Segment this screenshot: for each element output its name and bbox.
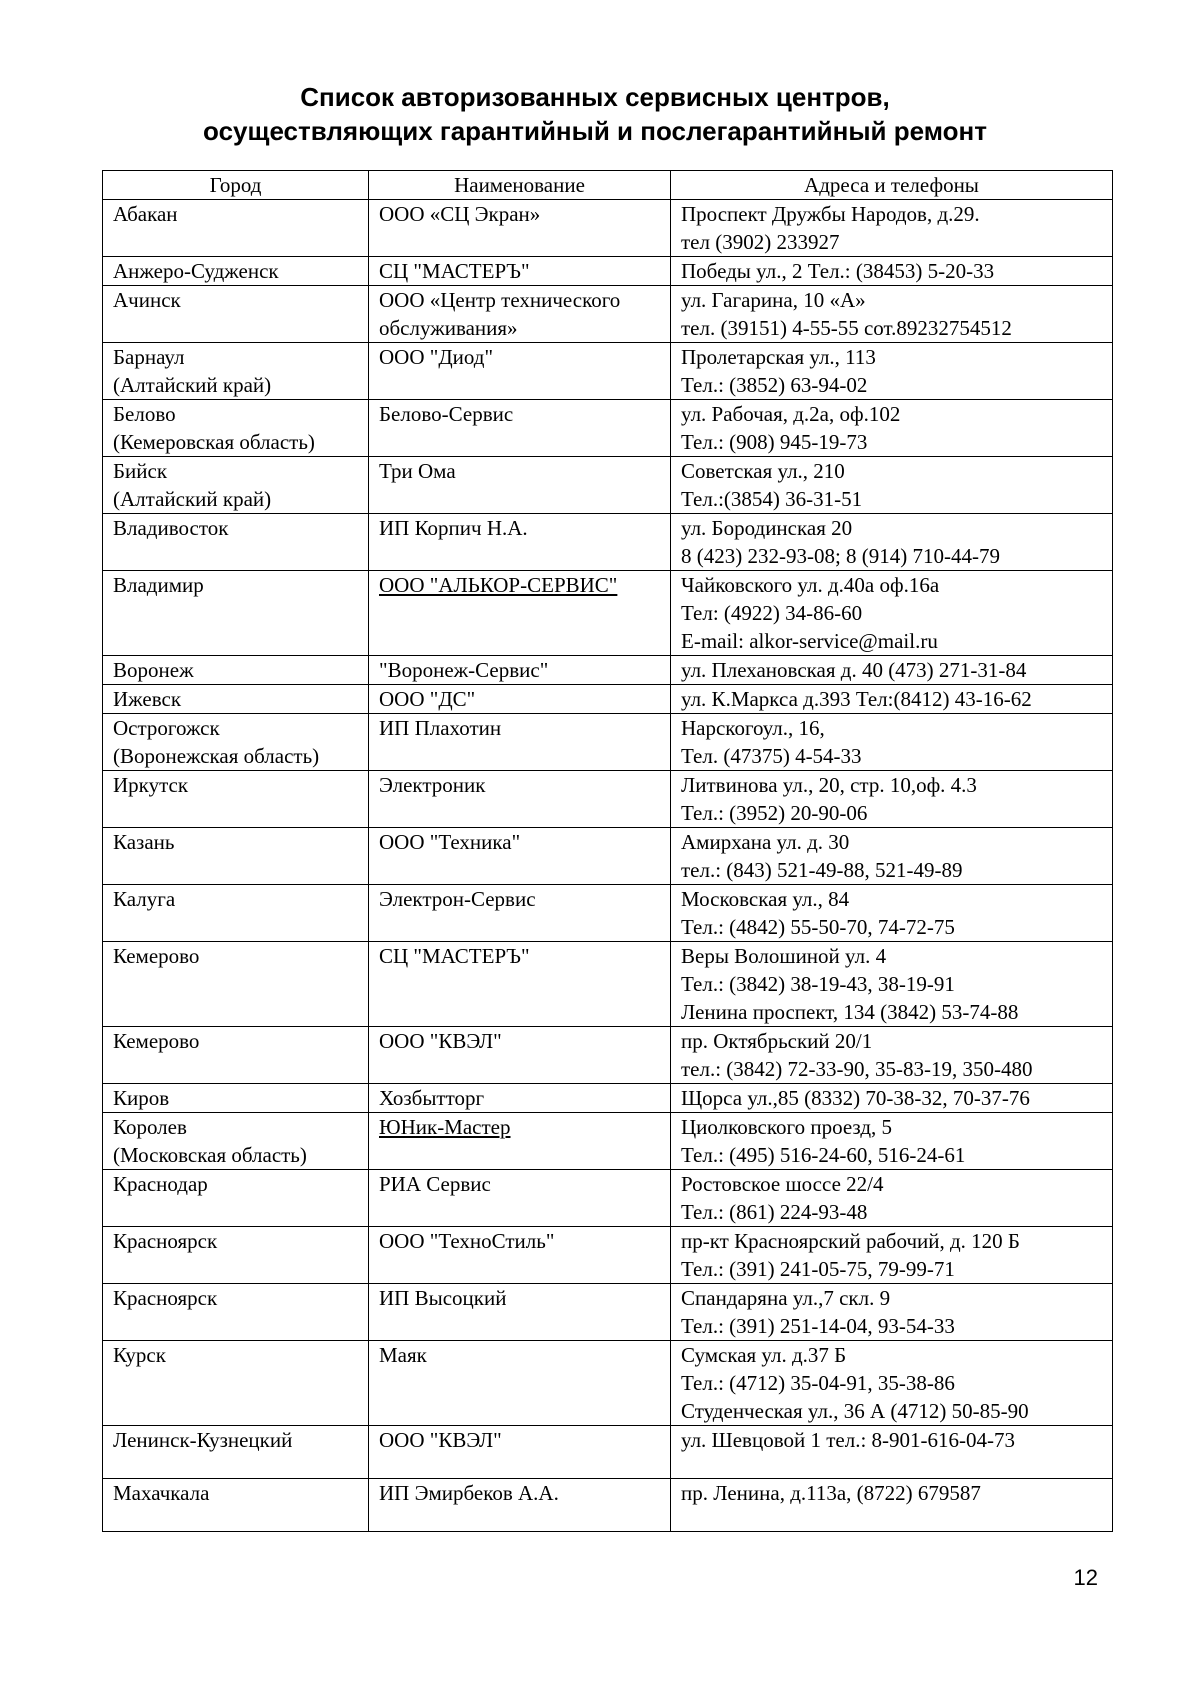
cell-name-line: ООО "ТехноСтиль" — [379, 1229, 555, 1253]
cell-city-line: Ачинск — [113, 288, 181, 312]
cell-address — [671, 1027, 1113, 1084]
cell-city — [103, 343, 369, 400]
cell-address-line: Спандаряна ул.,7 скл. 9 — [681, 1286, 891, 1310]
cell-address-line: Тел.: (908) 945-19-73 — [681, 430, 868, 454]
cell-city-line: Абакан — [113, 202, 178, 226]
cell-name — [369, 828, 671, 885]
cell-city-line: Красноярск — [113, 1286, 218, 1310]
cell-city — [103, 400, 369, 457]
table-row — [103, 1284, 1113, 1341]
cell-city — [103, 828, 369, 885]
cell-address-line: Щорса ул.,85 (8332) 70-38-32, 70-37-76 — [681, 1086, 1030, 1110]
cell-city — [103, 571, 369, 656]
cell-address-line: Студенческая ул., 36 А (4712) 50-85-90 — [681, 1399, 1029, 1423]
cell-address-line: ул. К.Маркса д.393 Тел:(8412) 43-16-62 — [681, 687, 1032, 711]
cell-address-line: Амирхана ул. д. 30 — [681, 830, 850, 854]
service-centers-table — [102, 170, 1113, 1532]
cell-city-line: Острогожск — [113, 716, 220, 740]
cell-name — [369, 1227, 671, 1284]
cell-address-line: Тел.: (3842) 38-19-43, 38-19-91 — [681, 972, 955, 996]
table-row — [103, 457, 1113, 514]
cell-name — [369, 1284, 671, 1341]
table-row — [103, 514, 1113, 571]
cell-address-line: Победы ул., 2 Тел.: (38453) 5-20-33 — [681, 259, 995, 283]
cell-city-line: Краснодар — [113, 1172, 208, 1196]
cell-city-line: Махачкала — [113, 1481, 210, 1505]
title-line-1: Список авторизованных сервисных центров, — [300, 82, 890, 112]
cell-city — [103, 942, 369, 1027]
cell-city — [103, 1284, 369, 1341]
table-row — [103, 685, 1113, 714]
cell-address — [671, 1341, 1113, 1426]
cell-name — [369, 400, 671, 457]
cell-city-line: Барнаул — [113, 345, 185, 369]
cell-address-line: ул. Плехановская д. 40 (473) 271-31-84 — [681, 658, 1027, 682]
cell-address-line: Ленина проспект, 134 (3842) 53-74-88 — [681, 1000, 1019, 1024]
cell-city — [103, 1426, 369, 1479]
cell-address — [671, 257, 1113, 286]
cell-city — [103, 1479, 369, 1532]
table-row — [103, 885, 1113, 942]
cell-city-line: Бийск — [113, 459, 168, 483]
cell-address — [671, 1084, 1113, 1113]
cell-address — [671, 828, 1113, 885]
cell-address — [671, 1113, 1113, 1170]
cell-city-line: (Алтайский край) — [113, 373, 272, 397]
table-row — [103, 286, 1113, 343]
cell-city-line: Иркутск — [113, 773, 189, 797]
cell-city-line: Королев — [113, 1115, 187, 1139]
cell-address-line: Тел.: (3952) 20-90-06 — [681, 801, 868, 825]
cell-name-line: ООО «Центр технического — [379, 288, 621, 312]
table-row — [103, 942, 1113, 1027]
cell-address — [671, 1170, 1113, 1227]
cell-city — [103, 200, 369, 257]
cell-address-line: Тел.: (861) 224-93-48 — [681, 1200, 868, 1224]
cell-address-line: ул. Бородинская 20 — [681, 516, 853, 540]
cell-city-line: Красноярск — [113, 1229, 218, 1253]
cell-name-line: ЮНик-Мастер — [379, 1115, 511, 1139]
cell-name-line: ООО "КВЭЛ" — [379, 1428, 502, 1452]
cell-city-line: Владивосток — [113, 516, 229, 540]
cell-city-line: Курск — [113, 1343, 166, 1367]
cell-address — [671, 656, 1113, 685]
cell-name-line: ООО "Диод" — [379, 345, 494, 369]
table-body — [103, 200, 1113, 1532]
cell-address-line: Тел.: (391) 241-05-75, 79-99-71 — [681, 1257, 955, 1281]
cell-address-line: Ростовское шоссе 22/4 — [681, 1172, 884, 1196]
cell-address-line: Тел.: (495) 516-24-60, 516-24-61 — [681, 1143, 966, 1167]
cell-name — [369, 771, 671, 828]
cell-city — [103, 457, 369, 514]
cell-name-line: ИП Корпич Н.А. — [379, 516, 528, 540]
page-title — [0, 80, 1190, 148]
cell-city-line: Ижевск — [113, 687, 182, 711]
cell-address-line: Нарскогоул., 16, — [681, 716, 825, 740]
cell-name — [369, 942, 671, 1027]
cell-name-line: Электроник — [379, 773, 486, 797]
cell-city-line: Калуга — [113, 887, 176, 911]
cell-name-line: ООО "КВЭЛ" — [379, 1029, 502, 1053]
cell-city — [103, 714, 369, 771]
cell-address — [671, 514, 1113, 571]
cell-city-line: Кемерово — [113, 944, 200, 968]
cell-name — [369, 1084, 671, 1113]
cell-city — [103, 286, 369, 343]
cell-address-line: пр. Ленина, д.113а, (8722) 679587 — [681, 1481, 981, 1505]
table-row — [103, 571, 1113, 656]
cell-city-line: Владимир — [113, 573, 204, 597]
cell-city — [103, 1341, 369, 1426]
cell-name-line: обслуживания» — [379, 316, 518, 340]
cell-address-line: пр-кт Красноярский рабочий, д. 120 Б — [681, 1229, 1020, 1253]
cell-address — [671, 942, 1113, 1027]
header-name: Наименование — [369, 171, 671, 200]
table-row — [103, 714, 1113, 771]
cell-address-line: E-mail: alkor-service@mail.ru — [681, 629, 938, 653]
cell-name — [369, 1479, 671, 1532]
cell-city-line: Казань — [113, 830, 175, 854]
cell-name-line: ИП Плахотин — [379, 716, 502, 740]
cell-address-line: Советская ул., 210 — [681, 459, 845, 483]
cell-city — [103, 1170, 369, 1227]
cell-name — [369, 1426, 671, 1479]
cell-city — [103, 514, 369, 571]
table-row — [103, 343, 1113, 400]
cell-name — [369, 1170, 671, 1227]
cell-name-line: Маяк — [379, 1343, 427, 1367]
cell-address — [671, 714, 1113, 771]
cell-address — [671, 685, 1113, 714]
cell-name-line: Хозбытторг — [379, 1086, 485, 1110]
cell-address-line: Проспект Дружбы Народов, д.29. — [681, 202, 980, 226]
cell-address — [671, 1479, 1113, 1532]
cell-address-line: ул. Гагарина, 10 «А» — [681, 288, 866, 312]
cell-address-line: Тел.: (4842) 55-50-70, 74-72-75 — [681, 915, 955, 939]
cell-address — [671, 771, 1113, 828]
cell-address-line: Тел. (47375) 4-54-33 — [681, 744, 862, 768]
cell-address-line: Циолковского проезд, 5 — [681, 1115, 893, 1139]
cell-name-line: СЦ "МАСТЕРЪ" — [379, 259, 530, 283]
cell-city-line: (Кемеровская область) — [113, 430, 315, 454]
cell-address-line: ул. Шевцовой 1 тел.: 8-901-616-04-73 — [681, 1428, 1016, 1452]
cell-city-line: Киров — [113, 1086, 170, 1110]
cell-address-line: Московская ул., 84 — [681, 887, 850, 911]
cell-city — [103, 257, 369, 286]
cell-city-line: (Алтайский край) — [113, 487, 272, 511]
table-row — [103, 1426, 1113, 1479]
table-row — [103, 828, 1113, 885]
cell-address — [671, 343, 1113, 400]
cell-address — [671, 571, 1113, 656]
table-row — [103, 1479, 1113, 1532]
table-row — [103, 400, 1113, 457]
cell-address-line: Пролетарская ул., 113 — [681, 345, 876, 369]
cell-name — [369, 514, 671, 571]
cell-address-line: ул. Рабочая, д.2а, оф.102 — [681, 402, 901, 426]
cell-address-line: тел.: (843) 521-49-88, 521-49-89 — [681, 858, 963, 882]
cell-name — [369, 714, 671, 771]
cell-name-line: "Воронеж-Сервис" — [379, 658, 549, 682]
cell-address-line: Тел.: (3852) 63-94-02 — [681, 373, 868, 397]
cell-name-line: ООО «СЦ Экран» — [379, 202, 541, 226]
table-row — [103, 771, 1113, 828]
cell-name-line: ИП Эмирбеков А.А. — [379, 1481, 559, 1505]
cell-name-line: СЦ "МАСТЕРЪ" — [379, 944, 530, 968]
cell-name — [369, 885, 671, 942]
cell-address-line: 8 (423) 232-93-08; 8 (914) 710-44-79 — [681, 544, 1001, 568]
table-row — [103, 1341, 1113, 1426]
cell-name-line: ООО "АЛЬКОР-СЕРВИС" — [379, 573, 618, 597]
cell-address — [671, 1426, 1113, 1479]
cell-name — [369, 457, 671, 514]
cell-name — [369, 685, 671, 714]
table-row — [103, 200, 1113, 257]
cell-name — [369, 1341, 671, 1426]
cell-address — [671, 286, 1113, 343]
cell-city-line: (Московская область) — [113, 1143, 307, 1167]
cell-address-line: Литвинова ул., 20, стр. 10,оф. 4.3 — [681, 773, 977, 797]
cell-address-line: тел.: (3842) 72-33-90, 35-83-19, 350-480 — [681, 1057, 1033, 1081]
table-row — [103, 656, 1113, 685]
cell-city-line: Воронеж — [113, 658, 194, 682]
cell-city-line: (Воронежская область) — [113, 744, 320, 768]
table-row — [103, 1170, 1113, 1227]
table-row — [103, 1027, 1113, 1084]
cell-city-line: Кемерово — [113, 1029, 200, 1053]
cell-address-line: Тел.: (391) 251-14-04, 93-54-33 — [681, 1314, 955, 1338]
cell-name-line: ИП Высоцкий — [379, 1286, 507, 1310]
cell-city-line: Белово — [113, 402, 176, 426]
cell-address-line: Чайковского ул. д.40а оф.16а — [681, 573, 940, 597]
cell-city — [103, 1084, 369, 1113]
cell-city-line: Ленинск-Кузнецкий — [113, 1428, 293, 1452]
cell-name — [369, 286, 671, 343]
table-row — [103, 1227, 1113, 1284]
cell-address-line: Тел: (4922) 34-86-60 — [681, 601, 863, 625]
cell-address — [671, 1284, 1113, 1341]
header-city: Город — [103, 171, 369, 200]
cell-city — [103, 1027, 369, 1084]
cell-name — [369, 200, 671, 257]
table-header-row — [103, 171, 1113, 200]
cell-address-line: Тел.:(3854) 36-31-51 — [681, 487, 863, 511]
cell-address-line: тел (3902) 233927 — [681, 230, 840, 254]
cell-city — [103, 1227, 369, 1284]
cell-name-line: Белово-Сервис — [379, 402, 514, 426]
cell-address-line: пр. Октябрьский 20/1 — [681, 1029, 873, 1053]
cell-name-line: Три Ома — [379, 459, 456, 483]
cell-name-line: РИА Сервис — [379, 1172, 491, 1196]
cell-address-line: Веры Волошиной ул. 4 — [681, 944, 887, 968]
cell-address-line: Тел.: (4712) 35-04-91, 35-38-86 — [681, 1371, 955, 1395]
page-number: 12 — [1073, 1565, 1098, 1590]
cell-city — [103, 656, 369, 685]
cell-name-line: ООО "ДС" — [379, 687, 476, 711]
cell-address — [671, 1227, 1113, 1284]
cell-city-line: Анжеро-Судженск — [113, 259, 279, 283]
cell-name — [369, 343, 671, 400]
header-address: Адреса и телефоны — [671, 171, 1113, 200]
cell-name — [369, 571, 671, 656]
cell-name — [369, 257, 671, 286]
cell-name-line: Электрон-Сервис — [379, 887, 536, 911]
cell-city — [103, 771, 369, 828]
cell-name-line: ООО "Техника" — [379, 830, 521, 854]
cell-city — [103, 1113, 369, 1170]
cell-address — [671, 400, 1113, 457]
cell-address-line: Сумская ул. д.37 Б — [681, 1343, 847, 1367]
cell-address — [671, 457, 1113, 514]
cell-name — [369, 1113, 671, 1170]
cell-city — [103, 885, 369, 942]
cell-name — [369, 1027, 671, 1084]
cell-city — [103, 685, 369, 714]
table-row — [103, 257, 1113, 286]
cell-address — [671, 885, 1113, 942]
table-row — [103, 1113, 1113, 1170]
cell-address-line: тел. (39151) 4-55-55 сот.89232754512 — [681, 316, 1012, 340]
title-line-2: осуществляющих гарантийный и послегарантийный ремонт — [203, 116, 987, 146]
cell-name — [369, 656, 671, 685]
table-row — [103, 1084, 1113, 1113]
cell-address — [671, 200, 1113, 257]
